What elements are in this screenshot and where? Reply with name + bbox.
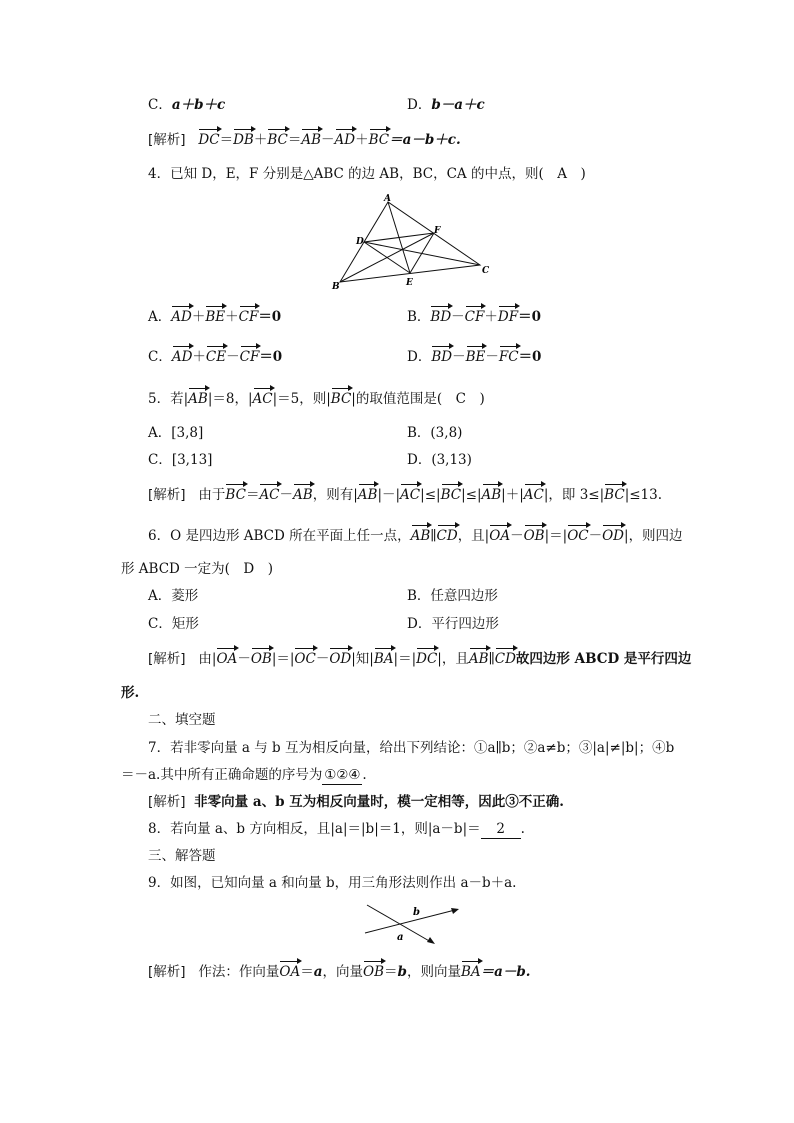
q9-vector-figure (355, 900, 470, 950)
q9-solution: [解析] 作法：作向量OA＝a，向量OB＝b，则向量BA＝a－b. (148, 964, 531, 980)
q4-option-d: D．BD－BE－FC＝0 (407, 349, 542, 365)
q8-answer: 2 (481, 820, 521, 839)
fig-label-b: B (332, 282, 340, 292)
q5-option-a: A．[3,8] (148, 425, 204, 441)
fig-label-d: D (356, 237, 364, 247)
q6-stem-line2: 形 ABCD 一定为( D ) (121, 561, 274, 577)
q6-option-b: B．任意四边形 (407, 588, 498, 604)
q4-stem: 4．已知 D，E，F 分别是△ABC 的边 AB，BC，CA 的中点，则( A ) (148, 166, 586, 182)
q5-solution: [解析] 由于BC＝AC－AB，则有|AB|－|AC|≤|BC|≤|AB|＋|AC|，即 3≤|BC|≤13. (148, 487, 663, 503)
q5-stem: 5．若|AB|＝8，|AC|＝5，则|BC|的取值范围是( C ) (148, 391, 485, 407)
q4-option-c: C．AD＋CE－CF＝0 (148, 349, 283, 365)
q4-option-b: B．BD－CF＋DF＝0 (407, 309, 541, 325)
q5-option-c: C．[3,13] (148, 452, 213, 468)
q3-option-c: C．a＋b＋c (148, 97, 226, 113)
q5-option-d: D．(3,13) (407, 452, 472, 468)
q7-solution: [解析] 非零向量 a、b 互为相反向量时，模一定相等，因此③不正确. (148, 794, 564, 810)
q4-option-a: A．AD＋BE＋CF＝0 (148, 309, 282, 325)
q7-answer: ①②④ (324, 767, 361, 783)
fig-label-f: F (434, 226, 441, 236)
q6-stem: 6．O 是四边形 ABCD 所在平面上任一点，AB∥CD，且|OA－OB|＝|OC－OD|，则四边 (148, 528, 683, 544)
q6-option-a: A．菱形 (148, 588, 199, 604)
q7-stem-line2: ＝－a.其中所有正确命题的序号为 ①②④ . (121, 767, 367, 783)
fig-label-e: E (406, 278, 413, 288)
q7-stem: 7．若非零向量 a 与 b 互为相反向量，给出下列结论：①a∥b；②a≠b；③|a|≠|b|；④b (148, 740, 675, 756)
q6-option-c: C．矩形 (148, 616, 199, 632)
fig-vector-a-label: a (397, 932, 404, 943)
fig-vector-b-label: b (413, 907, 420, 918)
q6-option-d: D．平行四边形 (407, 616, 499, 632)
q9-stem: 9．如图，已知向量 a 和向量 b，用三角形法则作出 a－b＋a. (148, 875, 517, 891)
section-solve-heading: 三、解答题 (148, 848, 216, 864)
q8-stem: 8．若向量 a、b 方向相反，且|a|＝|b|＝1，则|a－b|＝ 2 . (148, 821, 525, 837)
fig-label-a: A (384, 194, 391, 204)
fig-label-c: C (482, 266, 490, 276)
q3-option-d: D．b－a＋c (407, 97, 485, 113)
q4-triangle-figure (330, 193, 500, 293)
section-fill-in-heading: 二、填空题 (148, 712, 216, 728)
q6-solution-line2: 形. (121, 685, 140, 701)
q5-option-b: B．(3,8) (407, 425, 463, 441)
q6-solution: [解析] 由|OA－OB|＝|OC－OD|知|BA|＝|DC|，且AB∥CD故四边形 ABCD 是平行四边 (148, 651, 692, 667)
q3-solution: [解析] DC＝DB＋BC＝AB－AD＋BC＝a－b＋c. (148, 132, 461, 148)
